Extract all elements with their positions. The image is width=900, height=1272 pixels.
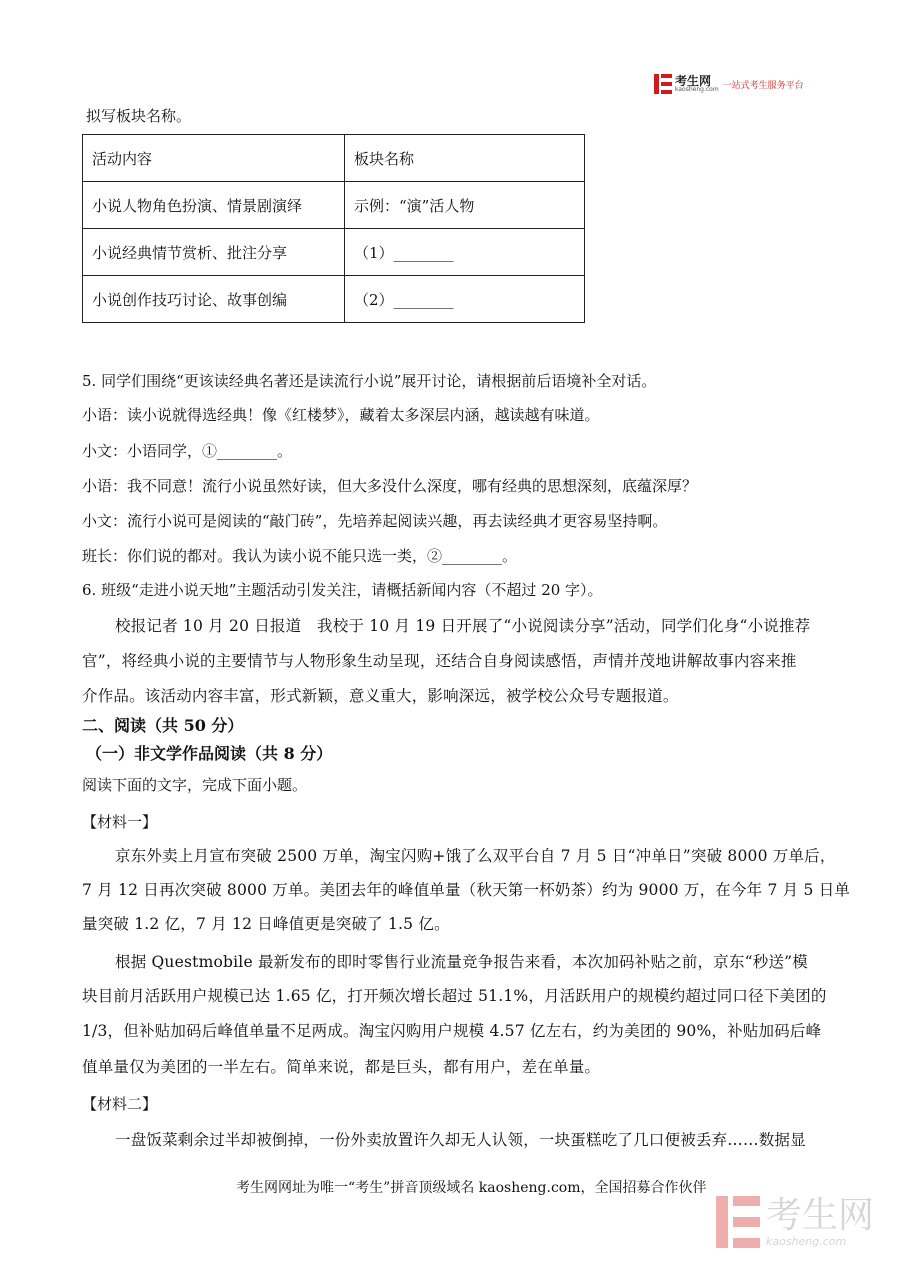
table-row — [83, 229, 585, 276]
kaosheng-watermark-icon — [716, 1196, 760, 1248]
material1-line: 7 月 12 日再次突破 8000 万单。美团去年的峰值单量（秋天第一杯奶茶）约为 9000 万，在今年 7 月 5 日单 — [82, 881, 851, 899]
material1-label: 【材料一】 — [82, 813, 158, 831]
table-cell: 小说人物角色扮演、情景剧演绎 — [83, 182, 345, 229]
logo-domain: kaosheng.com — [675, 86, 719, 93]
logo-name: 考生网 — [675, 74, 712, 88]
material1-line: 1/3，但补贴加码后峰值单量不足两成。淘宝闪购用户规模 4.57 亿左右，约为美团的 90%，补贴加码后峰 — [82, 1022, 822, 1040]
footer-text: 考生网网址为唯一“考生”拼音顶级域名 kaosheng.com，全国招募合作伙伴 — [236, 1180, 707, 1196]
material1-line: 值单量仅为美团的一半左右。简单来说，都是巨头，都有用户，差在单量。 — [82, 1058, 601, 1076]
table-cell: 小说创作技巧讨论、故事创编 — [83, 276, 345, 323]
table-cell: （1）________ — [345, 229, 585, 276]
table-cell: （2）________ — [345, 276, 585, 323]
table-cell: 小说经典情节赏析、批注分享 — [83, 229, 345, 276]
table-header-cell: 活动内容 — [83, 135, 345, 182]
q6-question: 6. 班级“走进小说天地”主题活动引发关注，请概括新闻内容（不超过 20 字）。 — [82, 581, 603, 599]
table-header-row — [83, 135, 585, 182]
dialogue-line: 小文：小语同学，①________。 — [82, 442, 293, 460]
header-logo — [654, 71, 804, 97]
section-subtitle: （一）非文学作品阅读（共 8 分） — [86, 744, 333, 763]
q5-question: 5. 同学们围绕“更该读经典名著还是读流行小说”展开讨论，请根据前后语境补全对话。 — [82, 372, 657, 390]
section-instruction: 阅读下面的文字，完成下面小题。 — [82, 776, 308, 794]
news-line: 官”，将经典小说的主要情节与人物形象生动呈现，还结合自身阅读感悟，声情并茂地讲解故事内容来推 — [82, 652, 797, 670]
material1-line: 根据 Questmobile 最新发布的即时零售行业流量竞争报告来看，本次加码补贴之前，京东“秒送”模 — [115, 953, 808, 971]
watermark-name: 考生网 — [766, 1194, 875, 1236]
intro-line: 拟写板块名称。 — [86, 107, 192, 125]
material2-label: 【材料二】 — [82, 1095, 158, 1113]
dialogue-line: 班长：你们说的都对。我认为读小说不能只选一类，②________。 — [82, 547, 518, 565]
table-cell: 示例：“演”活人物 — [345, 182, 585, 229]
activity-table — [82, 134, 585, 323]
kaosheng-logo-icon — [654, 74, 672, 94]
logo-slogan: 一站式考生服务平台 — [722, 80, 804, 91]
table-row — [83, 276, 585, 323]
footer-watermark — [716, 1196, 874, 1248]
watermark-domain: kaosheng.com — [766, 1234, 847, 1248]
section-title: 二、阅读（共 50 分） — [82, 716, 244, 735]
table-row — [83, 182, 585, 229]
dialogue-line: 小文：流行小说可是阅读的“敲门砖”，先培养起阅读兴趣，再去读经典才更容易坚持啊。 — [82, 512, 668, 530]
dialogue-line: 小语：读小说就得选经典！像《红楼梦》，藏着太多深层内涵，越读越有味道。 — [82, 406, 600, 424]
material1-line: 量突破 1.2 亿，7 月 12 日峰值更是突破了 1.5 亿。 — [82, 915, 450, 933]
table-header-cell: 板块名称 — [345, 135, 585, 182]
material1-line: 块目前月活跃用户规模已达 1.65 亿，打开频次增长超过 51.1%，月活跃用户的规模约超过同口径下美团的 — [82, 987, 827, 1005]
news-line: 介作品。该活动内容丰富，形式新颖，意义重大，影响深远，被学校公众号专题报道。 — [82, 687, 679, 705]
material1-line: 京东外卖上月宣布突破 2500 万单，淘宝闪购+饿了么双平台自 7 月 5 日“冲单日”突破 8000 万单后， — [115, 847, 836, 865]
material2-line: 一盘饭菜剩余过半却被倒掉，一份外卖放置许久却无人认领，一块蛋糕吃了几口便被丢弃……数据显 — [115, 1131, 806, 1149]
dialogue-line: 小语：我不同意！流行小说虽然好读，但大多没什么深度，哪有经典的思想深刻，底蕴深厚？ — [82, 477, 698, 495]
news-line: 校报记者 10 月 20 日报道 我校于 10 月 19 日开展了“小说阅读分享”活动，同学们化身“小说推荐 — [115, 617, 811, 635]
